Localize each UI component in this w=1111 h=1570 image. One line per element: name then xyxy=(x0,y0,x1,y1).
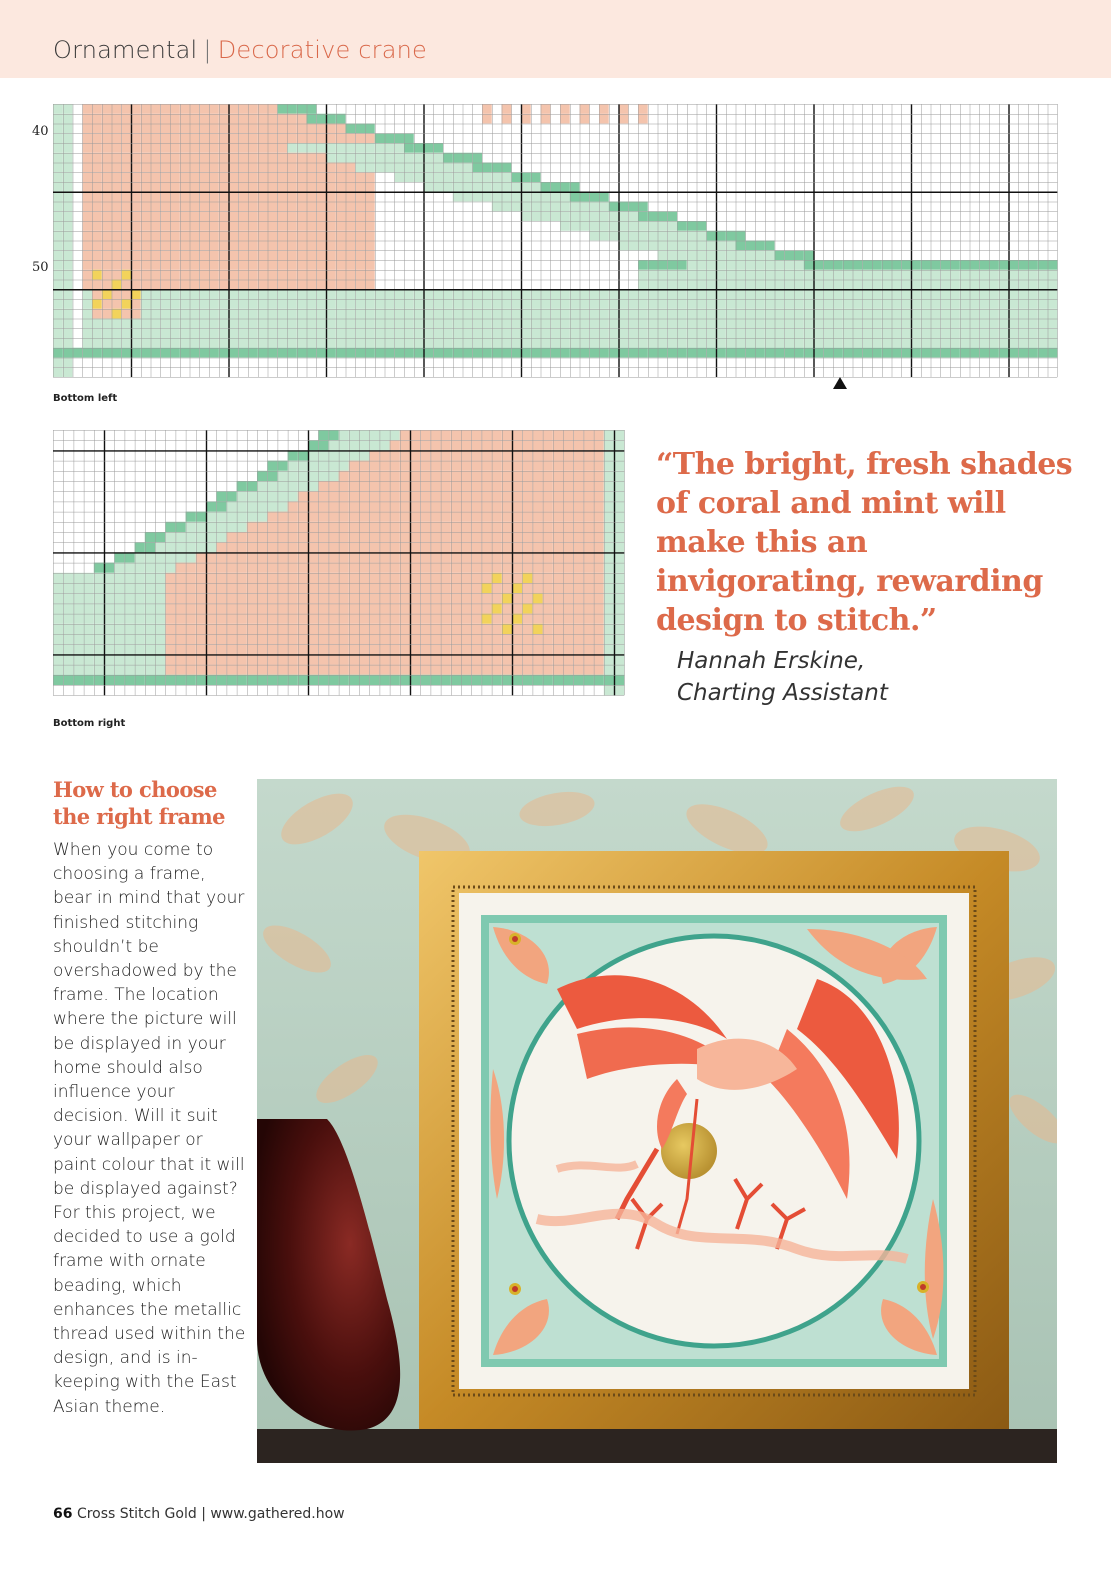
quote-author-name: Hannah Erskine, xyxy=(677,648,866,674)
header-divider: | xyxy=(203,36,212,64)
page-number: 66 xyxy=(53,1506,73,1522)
page-footer xyxy=(53,1506,345,1522)
center-marker-icon xyxy=(833,377,847,389)
sidebar-heading: How to choose the right frame xyxy=(53,777,225,829)
page-header xyxy=(53,36,427,64)
chart-bottom-right xyxy=(53,430,625,696)
pull-quote: “The bright, fresh shades of coral and mint will make this an invigorating, rewarding design to stitch.” xyxy=(656,447,1073,638)
chart-label-bottom-left: Bottom left xyxy=(53,393,118,404)
row-number-50: 50 xyxy=(32,260,49,275)
website: www.gathered.how xyxy=(210,1506,345,1522)
stitch-grid xyxy=(53,430,625,696)
page-title: Decorative crane xyxy=(217,36,428,64)
footer-divider: | xyxy=(201,1506,206,1522)
section-name: Ornamental xyxy=(53,36,198,64)
chart-bottom-left xyxy=(53,104,1058,378)
framed-stitching-photo xyxy=(257,779,1057,1463)
stitch-grid xyxy=(53,104,1058,378)
publication-name: Cross Stitch Gold xyxy=(76,1506,197,1522)
quote-attribution xyxy=(677,645,1057,709)
quote-author-role: Charting Assistant xyxy=(677,680,888,706)
row-number-40: 40 xyxy=(32,124,49,139)
sidebar-body: When you come to choosing a frame, bear in mind that your finished stitching shouldn’t be overshadowed by the frame. The location where the picture will be displayed in your home should also influence your decision. Will it suit your wallpaper or paint colour that it will be displayed against? For this project, we decided to use a gold frame with ornate beading, which enhances the metallic thread used within the design, and is in-keeping with the East Asian theme. xyxy=(53,840,246,1417)
chart-label-bottom-right: Bottom right xyxy=(53,718,126,729)
